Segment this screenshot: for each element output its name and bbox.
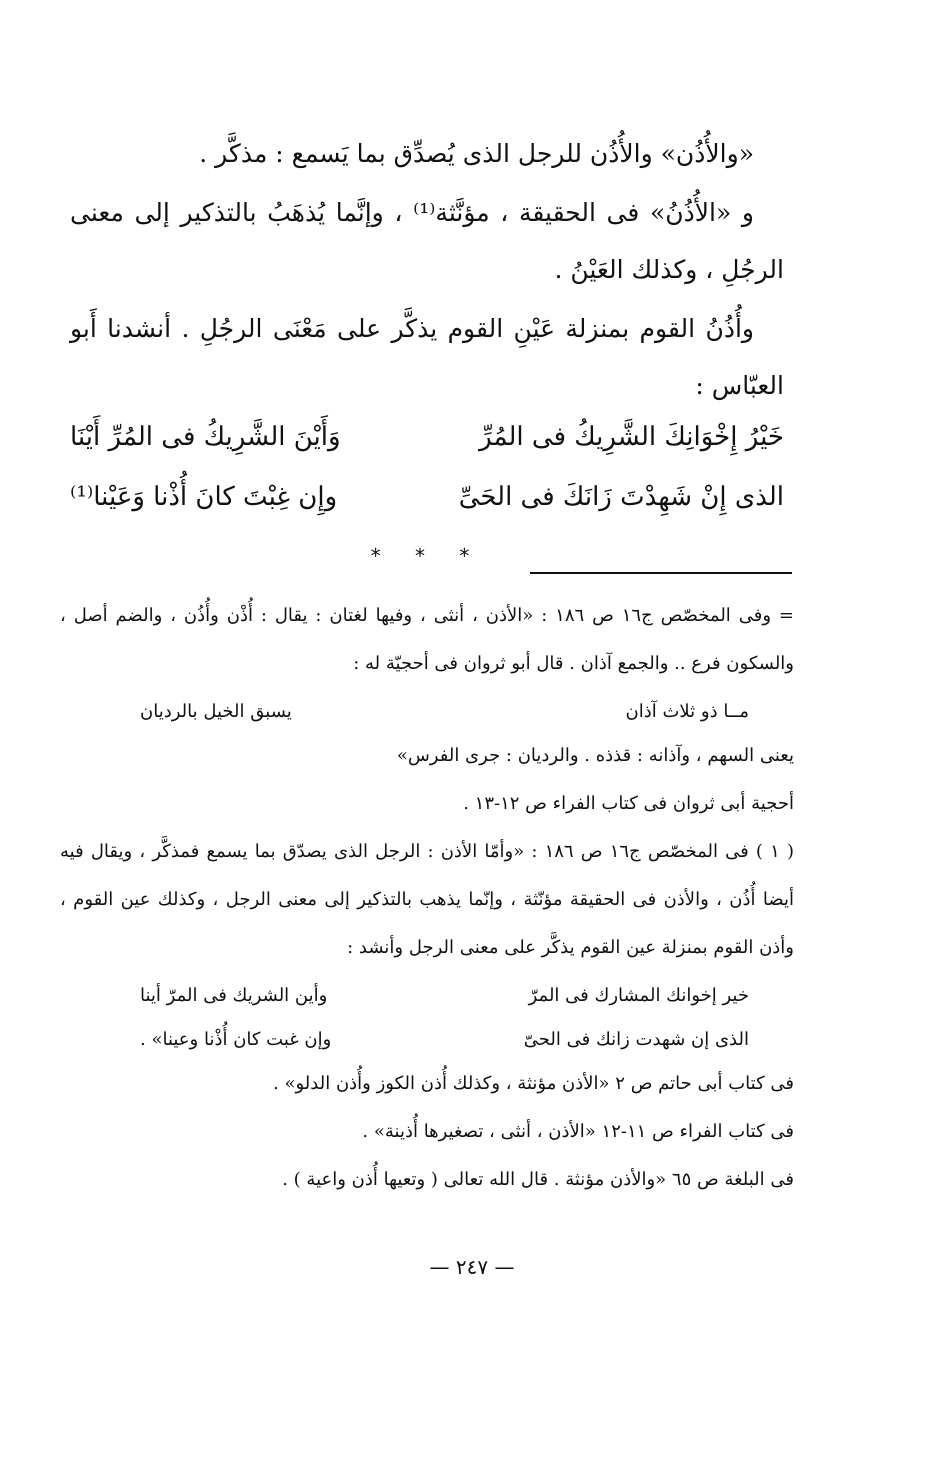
paragraph-1: «والأُذُن» والأُذُن للرجل الذى يُصدِّق بما يَسمع : مذكَّر .: [199, 139, 754, 168]
footnote-line: فى البلغة ص ٦٥ «والأذن مؤنثة . قال الله تعالى ( وتعيها أُذن واعية ) .: [282, 1169, 794, 1190]
verse-hemistich: الذى إِنْ شَهِدْتَ زَانَكَ فى الحَىِّ: [458, 482, 784, 512]
verse-hemistich: مــا ذو ثلاث آذان: [625, 701, 749, 722]
section-separator: * * *: [370, 544, 484, 568]
verse-hemistich: وَأَيْنَ الشَّرِيكُ فى المُرِّ أَيْنَا: [70, 422, 341, 452]
footnote-1: ( ١ ) فى المخصّص ج١٦ ص ١٨٦ : «وأمّا الأذن : الرجل الذى يصدّق بما يسمع فمذكَّر ، ويقال فيه أيضا أُذُن ، والأذن فى الحقيقة مؤنّثة ، وإنّما يذهب بالتذكير إلى معنى الرجل ، وكذلك عين القوم ، وأذن القوم بمنزلة عين القوم يذكَّر على معنى الرجل وأنشد :: [60, 841, 794, 958]
footnote-verse: [60, 1016, 794, 1060]
verse-hemistich: وإِن غِبْتَ كانَ أُذْنا وَعَيْنا⁽¹⁾: [70, 482, 338, 512]
footnotes: [60, 592, 794, 1204]
footnote-line: فى كتاب أبى حاتم ص ٢ «الأذن مؤنثة ، وكذلك أُذن الكوز وأُذن الدلو» .: [273, 1073, 794, 1094]
verse-hemistich: خير إخوانك المشارك فى المرّ: [528, 985, 749, 1006]
verse-hemistich: يسبق الخيل بالرديان: [140, 701, 292, 722]
footnote-line: أحجية أبى ثروان فى كتاب الفراء ص ١٢-١٣ .: [463, 793, 794, 814]
footnote-verse: [60, 972, 794, 1016]
verse-hemistich: الذى إن شهدت زانك فى الحىّ: [523, 1029, 749, 1050]
verse-hemistich: وإن غبت كان أُذْنا وعينا» .: [140, 1029, 332, 1050]
paragraph-3: وأُذُنُ القوم بمنزلة عَيْنِ القوم يذكَّر على مَعْنَى الرجُلِ . أنشدنا أَبو العبّاس :: [70, 314, 784, 400]
footnote-verse: [60, 688, 794, 732]
footnote-rule: [530, 572, 792, 574]
footnote-line: فى كتاب الفراء ص ١١-١٢ «الأذن ، أنثى ، تصغيرها أُذينة» .: [362, 1121, 794, 1142]
paragraph-2: و «الأُذُنُ» فى الحقيقة ، مؤنَّثة⁽¹⁾ ، وإنَّما يُذهَبُ بالتذكير إلى معنى الرجُلِ ، وكذلك العَيْنُ .: [70, 198, 784, 284]
verse-line-2: [70, 474, 784, 534]
footnote-continuation: = وفى المخصّص ج١٦ ص ١٨٦ : «الأذن ، أنثى ، وفيها لغتان : يقال : أُذْن وأُذُن ، والضم أصل ، والسكون فرع .. والجمع آذان . قال أبو ثروان فى أحجيّة له :: [60, 605, 794, 674]
footnote-line: يعنى السهم ، وآذانه : قذذه . والرديان : جرى الفرس»: [396, 745, 794, 766]
page-number: — ٢٤٧ —: [429, 1255, 515, 1279]
verse-hemistich: خَيْرُ إِخْوَانِكَ الشَّرِيكُ فى المُرِّ: [479, 422, 784, 452]
verse-line-1: [70, 414, 784, 474]
verse-hemistich: وأين الشريك فى المرّ أينا: [140, 985, 328, 1006]
main-text: [70, 125, 784, 568]
